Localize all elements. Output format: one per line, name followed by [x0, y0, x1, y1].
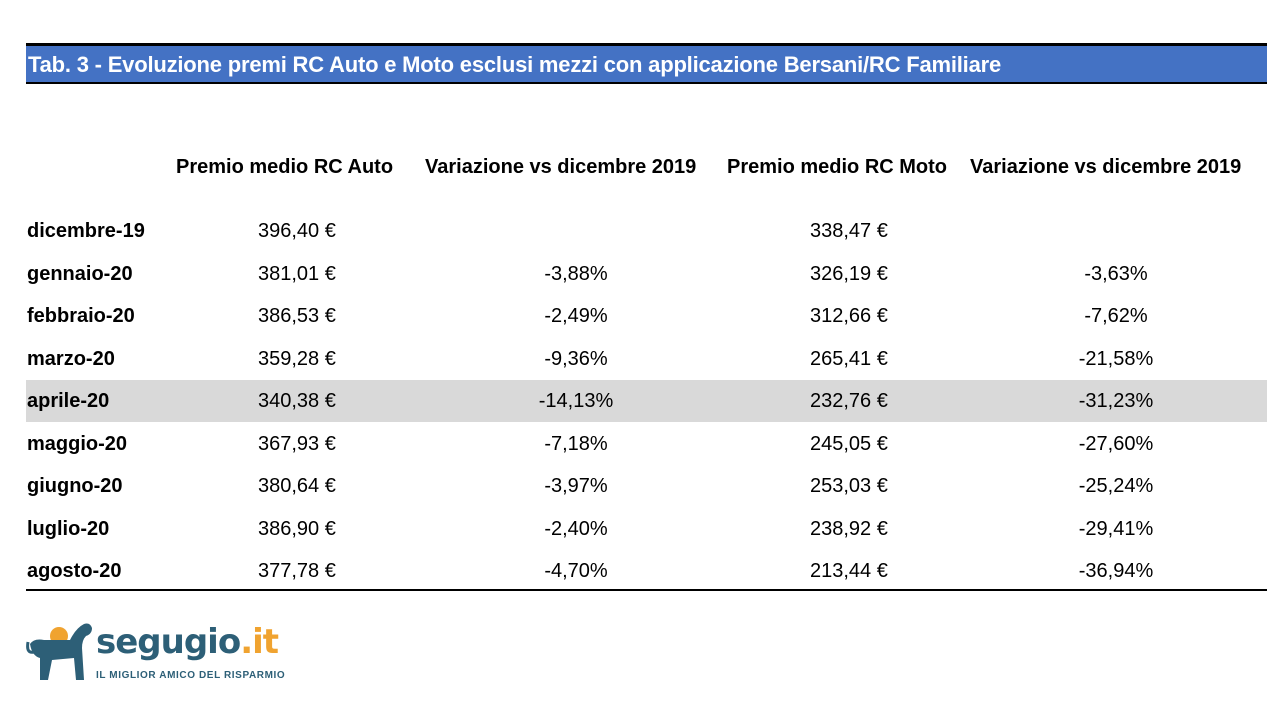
cell-premio-moto: 326,19 €	[810, 262, 888, 285]
cell-premio-auto: 359,28 €	[258, 347, 336, 370]
table-row	[26, 295, 1267, 337]
cell-premio-auto: 386,90 €	[258, 517, 336, 540]
table-row	[26, 423, 1267, 465]
cell-premio-moto: 232,76 €	[810, 390, 888, 412]
cell-variazione-auto: -7,18%	[544, 432, 608, 455]
cell-premio-auto: 367,93 €	[258, 432, 336, 455]
cell-variazione-auto: -2,40%	[544, 517, 608, 540]
logo-wordmark	[96, 622, 278, 662]
table-row	[26, 338, 1267, 380]
cell-variazione-moto: -27,60%	[1078, 432, 1154, 455]
cell-month: febbraio-20	[27, 305, 135, 327]
cell-variazione-moto: -21,58%	[1078, 347, 1154, 370]
cell-variazione-auto: -3,88%	[544, 262, 608, 285]
cell-variazione-auto: -9,36%	[544, 347, 608, 370]
cell-premio-moto: 245,05 €	[810, 432, 888, 455]
table-row	[26, 253, 1267, 295]
cell-month: gennaio-20	[27, 262, 133, 285]
cell-premio-moto: 213,44 €	[810, 560, 888, 582]
table-row	[26, 210, 1267, 252]
cell-variazione-moto: -25,24%	[1078, 475, 1154, 497]
cell-variazione-auto: -14,13%	[538, 390, 614, 412]
cell-variazione-auto: -4,70%	[544, 560, 608, 582]
cell-variazione-moto: -3,63%	[1084, 262, 1148, 285]
table-row	[26, 380, 1267, 422]
header-variazione-auto: Variazione vs dicembre 2019	[425, 156, 697, 178]
header-premio-moto: Premio medio RC Moto	[727, 156, 948, 178]
cell-variazione-moto: -29,41%	[1078, 517, 1154, 540]
cell-month: luglio-20	[27, 517, 110, 540]
logo-suffix: .it	[240, 622, 279, 662]
cell-variazione-moto: -36,94%	[1078, 560, 1154, 582]
cell-month: maggio-20	[27, 432, 128, 455]
cell-month: agosto-20	[27, 560, 122, 582]
cell-variazione-moto: -7,62%	[1084, 305, 1148, 327]
cell-premio-auto: 340,38 €	[258, 390, 336, 412]
cell-premio-auto: 377,78 €	[258, 560, 336, 582]
cell-premio-auto: 380,64 €	[258, 475, 336, 497]
logo-tagline: IL MIGLIOR AMICO DEL RISPARMIO	[96, 670, 286, 681]
cell-month: giugno-20	[27, 475, 123, 497]
cell-premio-auto: 386,53 €	[258, 305, 336, 327]
cell-variazione-auto: -2,49%	[544, 305, 608, 327]
table-title-bar	[26, 43, 1267, 84]
dog-icon	[26, 618, 94, 684]
logo-name: segugio	[96, 622, 241, 662]
table-row	[26, 508, 1267, 550]
cell-premio-moto: 238,92 €	[810, 517, 888, 540]
header-variazione-moto: Variazione vs dicembre 2019	[970, 156, 1242, 178]
cell-premio-moto: 265,41 €	[810, 347, 888, 370]
table-row	[26, 550, 1267, 592]
cell-premio-auto: 381,01 €	[258, 262, 336, 285]
header-premio-auto: Premio medio RC Auto	[176, 156, 394, 178]
cell-premio-auto: 396,40 €	[258, 220, 336, 242]
cell-month: dicembre-19	[27, 220, 145, 242]
cell-month: marzo-20	[27, 347, 115, 370]
cell-premio-moto: 253,03 €	[810, 475, 888, 497]
table-row	[26, 465, 1267, 507]
table-bottom-rule	[26, 589, 1267, 591]
cell-month: aprile-20	[27, 390, 110, 412]
cell-variazione-auto: -3,97%	[544, 475, 608, 497]
cell-variazione-moto: -31,23%	[1078, 390, 1154, 412]
cell-premio-moto: 338,47 €	[810, 220, 888, 242]
table-title: Tab. 3 - Evoluzione premi RC Auto e Moto esclusi mezzi con applicazione Bersani/RC Familiare	[28, 52, 1002, 77]
cell-premio-moto: 312,66 €	[810, 305, 888, 327]
segugio-logo	[26, 618, 286, 688]
